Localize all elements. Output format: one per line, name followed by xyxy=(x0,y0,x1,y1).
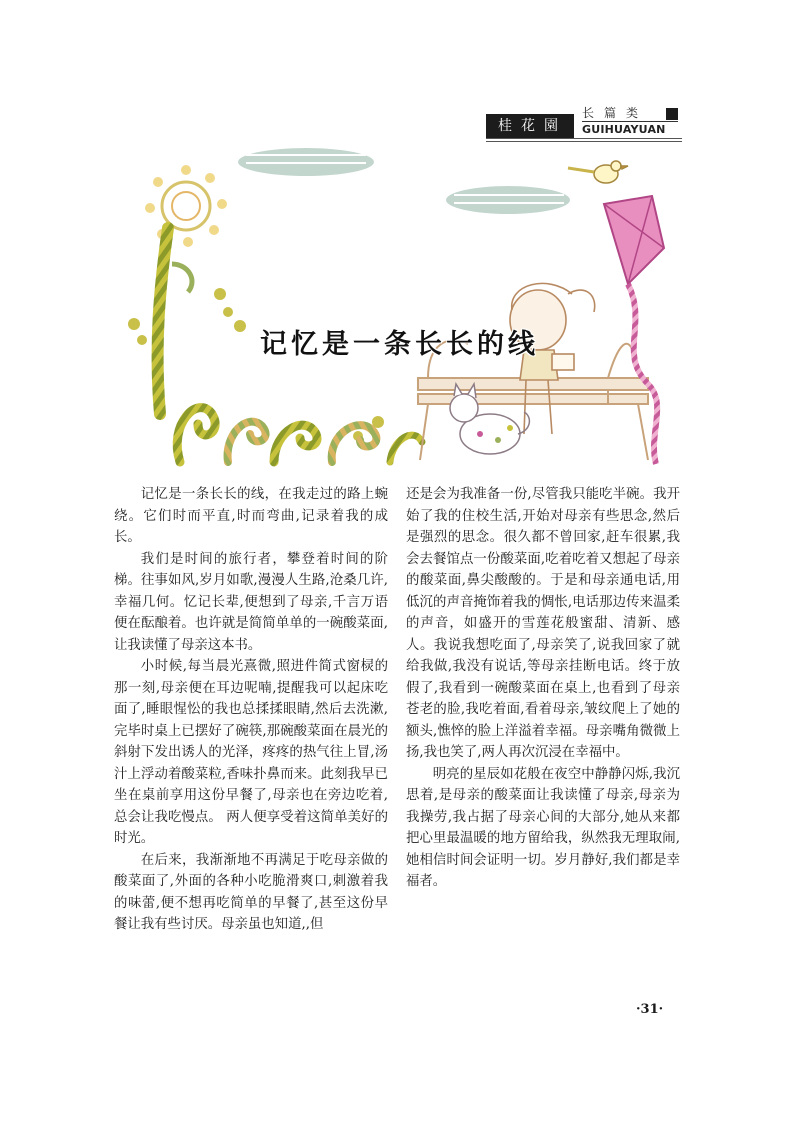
header-divider-bottom xyxy=(486,141,682,142)
paragraph-continued: 还是会为我准备一份,尽管我只能吃半碗。我开始了我的住校生活,开始对母亲有些思念,然后是强烈的思念。很久都不曾回家,赶车很累,我会去餐馆点一份酸菜面,吃着吃着又想起了母亲的酸菜面,鼻尖酸酸的。于是和母亲通电话,用低沉的声音掩饰着我的惆怅,电话那边传来温柔的声音，如盛开的雪莲花般蜜甜、清新、感人。我说我想吃面了,母亲笑了,说我回家了就给我做,我没有说话,等母亲挂断电话。终于放假了,我看到一碗酸菜面在桌上,也看到了母亲苍老的脸,我吃着面,看着母亲,皱纹爬上了她的额头,憔悴的脸上洋溢着幸福。母亲嘴角微微上扬,我也笑了,两人再次沉浸在幸福中。 xyxy=(406,487,680,760)
cloud-top xyxy=(238,148,374,176)
left-column xyxy=(114,484,388,936)
header-rule xyxy=(582,121,678,122)
paragraph: 明亮的星辰如花般在夜空中静静闪烁,我沉思着,是母亲的酸菜面让我读懂了母亲,母亲为我操劳,我占据了母亲心间的大部分,她从来都把心里最温暖的地方留给我，纵然我无理取闹,她相信时间会证明一切。岁月静好,我们都是幸福者。 xyxy=(406,766,680,889)
paragraph: 在后来，我渐渐地不再满足于吃母亲做的酸菜面了,外面的各种小吃脆滑爽口,刺激着我的味蕾,便不想再吃简单的早餐了,甚至这份早餐让我有些讨厌。母亲虽也知道,,但 xyxy=(114,852,388,932)
section-category: 长篇类 xyxy=(582,106,649,120)
section-name: 桂花園 xyxy=(486,114,574,138)
leaf-sprigs xyxy=(128,288,384,441)
header-divider-top xyxy=(486,138,682,139)
kite xyxy=(604,196,664,464)
article-title: 记忆是一条长长的线 xyxy=(260,329,539,360)
right-column xyxy=(406,484,680,893)
paragraph: 小时候,每当晨光熹微,照进件简式窗棂的那一刻,母亲便在耳边呢喃,提醒我可以起床吃面了,睡眼惺忪的我也总揉揉眼睛,然后去洗漱,完毕时桌上已摆好了碗筷,那碗酸菜面在晨光的斜射下发出诱人的光泽，疼疼的热气往上冒,汤汁上浮动着酸菜粒,香味扑鼻而来。此刻我早已坐在桌前享用这份早餐了,母亲也在旁边吃着,总会让我吃慢点。 两人便享受着这简单美好的时光。 xyxy=(114,659,388,846)
paragraph: 记忆是一条长长的线，在我走过的路上蜿绕。它们时而平直,时而弯曲,记录着我的成长。 xyxy=(114,487,388,545)
article-illustration xyxy=(128,144,682,468)
sunflower xyxy=(145,165,227,414)
bird xyxy=(568,161,628,183)
cloud-right xyxy=(446,186,570,214)
swirl-grass xyxy=(177,408,422,462)
page-number: ·31· xyxy=(636,1002,664,1017)
section-name-en: GUIHUAYUAN xyxy=(582,123,666,136)
section-header xyxy=(486,104,682,138)
paragraph: 我们是时间的旅行者，攀登着时间的阶梯。往事如风,岁月如歌,漫漫人生路,沧桑几许,幸福几何。忆记长辈,便想到了母亲,千言万语便在酝酿着。也许就是简简单单的一碗酸菜面,让我读懂了母亲这本书。 xyxy=(114,551,388,653)
header-square-mark xyxy=(666,108,678,120)
